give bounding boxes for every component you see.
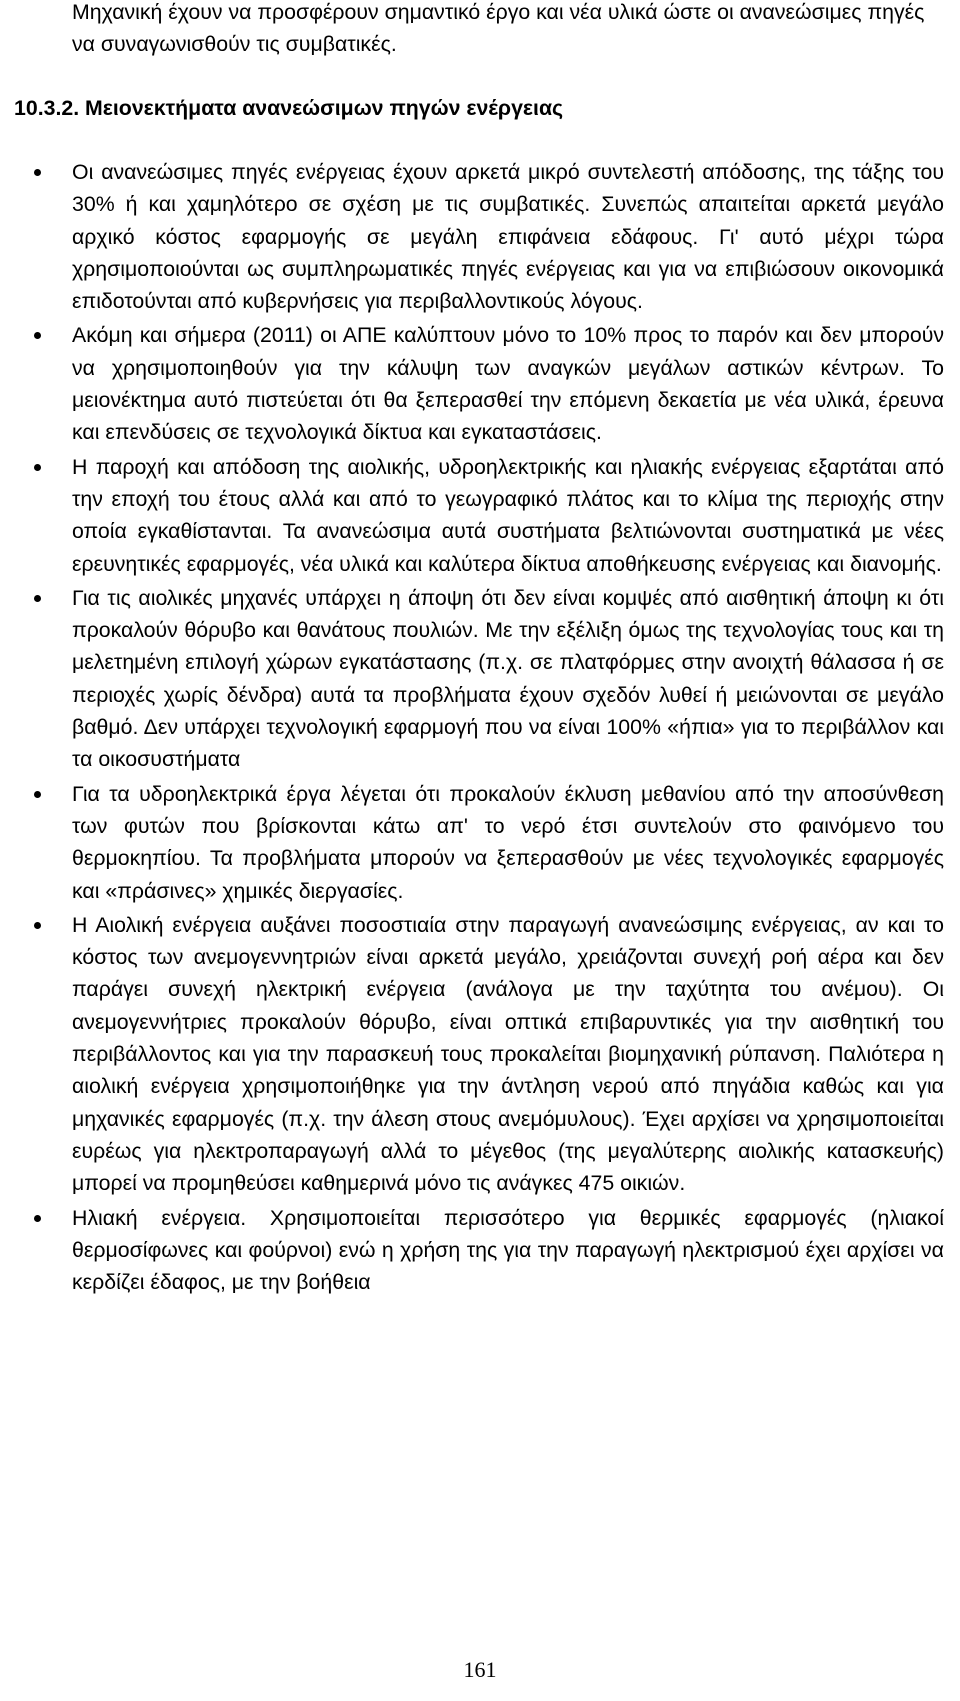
bullet-item-wind-aesthetics bbox=[72, 582, 944, 776]
bullet-item-wind-energy bbox=[72, 909, 944, 1200]
bullet-item-efficiency bbox=[72, 156, 944, 317]
bullet-dot-icon bbox=[34, 1215, 41, 1222]
bullet-item-coverage bbox=[72, 319, 944, 448]
bullet-item-hydro bbox=[72, 778, 944, 907]
bullet-item-seasonality bbox=[72, 451, 944, 580]
bullet-dot-icon bbox=[34, 922, 41, 929]
page-number: 161 bbox=[463, 1657, 497, 1682]
bullet-text: Η Αιολική ενέργεια αυξάνει ποσοστιαία στην παραγωγή ανανεώσιμης ενέργειας, αν και το κόστος των ανεμογεννητριών είναι αρκετά μεγάλο, χρειάζονται συνεχή ροή αέρα και δεν παράγει συνεχή ηλεκτρική ενέργεια (ανάλογα με την ταχύτητα του ανέμου). Οι ανεμογεννήτριες προκαλούν θόρυβο, είναι οπτικά επιβαρυντικές για την αισθητική του περιβάλλοντος και για την παρασκευή τους προκαλείται βιομηχανική ρύπανση. Παλιότερα η αιολική ενέργεια χρησιμοποιήθηκε για την άντληση νερού από πηγάδια καθώς και για μηχανικές εφαρμογές (π.χ. την άλεση στους ανεμόμυλους). Έχει αρχίσει να χρησιμοποιείται ευρέως για ηλεκτροπαραγωγή αλλά το μέγεθος (της μεγαλύτερης αιολικής κατασκευής) μπορεί να προμηθεύσει καθημερινά μόνο τις ανάγκες 475 οικιών. bbox=[72, 912, 944, 1196]
bullet-dot-icon bbox=[34, 791, 41, 798]
bullet-list bbox=[72, 156, 944, 1300]
bullet-dot-icon bbox=[34, 332, 41, 339]
section-heading: 10.3.2. Μειονεκτήματα ανανεώσιμων πηγών ενέργειας bbox=[14, 96, 564, 120]
bullet-text: Για τα υδροηλεκτρικά έργα λέγεται ότι προκαλούν έκλυση μεθανίου από την αποσύνθεση των φυτών που βρίσκονται κάτω απ' το νερό έτσι συντελούν στο φαινόμενο του θερμοκηπίου. Τα προβλήματα μπορούν να ξεπερασθούν με νέες τεχνολογικές εφαρμογές και «πράσινες» χημικές διεργασίες. bbox=[72, 781, 944, 903]
bullet-text: Ακόμη και σήμερα (2011) οι ΑΠΕ καλύπτουν μόνο το 10% προς το παρόν και δεν μπορούν να χρησιμοποιηθούν για την κάλυψη των αναγκών μεγάλων αστικών κέντρων. Το μειονέκτημα αυτό πιστεύεται ότι θα ξεπερασθεί την επόμενη δεκαετία με νέα υλικά, έρευνα και επενδύσεις σε τεχνολογικά δίκτυα και εγκαταστάσεις. bbox=[72, 323, 944, 445]
bullet-dot-icon bbox=[34, 595, 41, 602]
bullet-dot-icon bbox=[34, 169, 41, 176]
bullet-text: Η παροχή και απόδοση της αιολικής, υδροηλεκτρικής και ηλιακής ενέργειας εξαρτάται από την εποχή του έτους αλλά και από το γεωγραφικό πλάτος και το κλίμα της περιοχής στην οποία εγκαθίστανται. Τα ανανεώσιμα αυτά συστήματα βελτιώνονται συστηματικά με νέες ερευνητικές εφαρμογές, νέα υλικά και καλύτερα δίκτυα αποθήκευσης ενέργειας και διανομής. bbox=[72, 454, 944, 576]
bullet-dot-icon bbox=[34, 464, 41, 471]
bullet-text: Για τις αιολικές μηχανές υπάρχει η άποψη ότι δεν είναι κομψές από αισθητική άποψη κι ότι προκαλούν θόρυβο και θανάτους πουλιών. Με την εξέλιξη όμως της τεχνολογίας τους και τη μελετημένη επιλογή χώρων εγκατάστασης (π.χ. σε πλατφόρμες στην ανοιχτή θάλασσα ή σε περιοχές χωρίς δένδρα) αυτά τα προβλήματα έχουν σχεδόν λυθεί ή μειώνονται σε μεγάλο βαθμό. Δεν υπάρχει τεχνολογική εφαρμογή που να είναι 100% «ήπια» για το περιβάλλον και τα οικοσυστήματα bbox=[72, 585, 944, 772]
bullet-item-solar bbox=[72, 1202, 944, 1299]
bullet-text: Οι ανανεώσιμες πηγές ενέργειας έχουν αρκετά μικρό συντελεστή απόδοσης, της τάξης του 30% ή και χαμηλότερο σε σχέση με τις συμβατικές. Συνεπώς απαιτείται αρκετά μεγάλο αρχικό κόστος εφαρμογής σε μεγάλη επιφάνεια εδάφους. Γι' αυτό μέχρι τώρα χρησιμοποιούνται ως συμπληρωματικές πηγές ενέργειας και για να επιβιώσουν οικονομικά επιδοτούνται από κυβερνήσεις για περιβαλλοντικούς λόγους. bbox=[72, 160, 944, 314]
bullet-text: Ηλιακή ενέργεια. Χρησιμοποιείται περισσότερο για θερμικές εφαρμογές (ηλιακοί θερμοσίφωνες και φούρνοι) ενώ η χρήση της για την παραγωγή ηλεκτρισμού έχει αρχίσει να κερδίζει έδαφος, με την βοήθεια bbox=[72, 1205, 944, 1295]
intro-paragraph: Μηχανική έχουν να προσφέρουν σημαντικό έργο και νέα υλικά ώστε οι ανανεώσιμες πηγές να συναγωνισθούν τις συμβατικές. bbox=[72, 0, 925, 57]
